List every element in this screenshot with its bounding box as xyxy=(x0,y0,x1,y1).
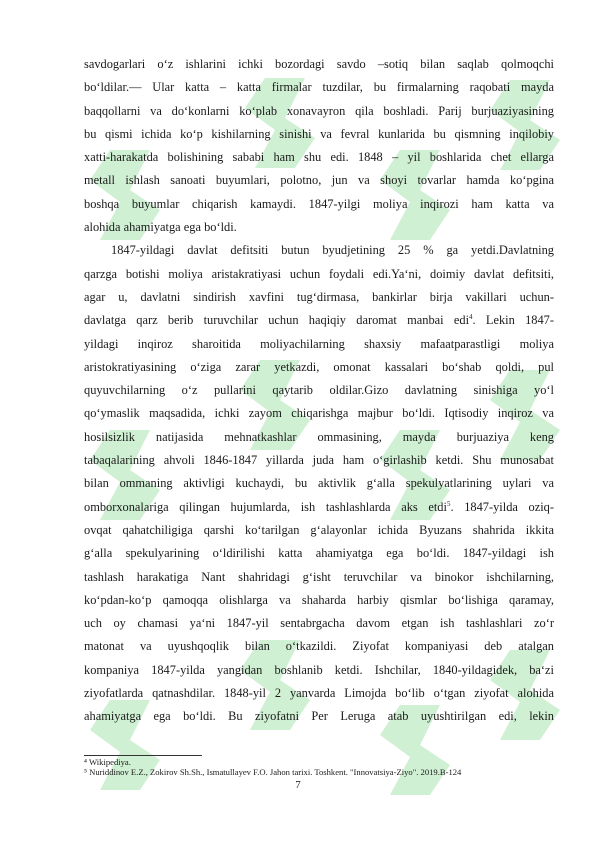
text-line: qarzga botishi moliya aristakratiyasi uchun foydali edi.Ya‘ni, doimiy davlat defitsiti, xyxy=(84,266,554,281)
text-fragment: . Lekin 1847- xyxy=(472,313,555,328)
text-line: 1847-yildagi davlat defitsiti butun byudjetining 25 % ga yetdi.Davlatning xyxy=(111,243,554,258)
footnote-divider xyxy=(84,755,202,756)
text-line: ko‘pdan-ko‘p qamoqqa olishlarga va shaharda harbiy qismlar bo‘lishiga qaramay, xyxy=(84,592,554,607)
text-fragment: davlatga qarz berib turuvchilar uchun haqiqiy daromat manbai edi xyxy=(84,313,470,328)
text-line: xatti-harakatda bolishining sababi ham shu edi. 1848 – yil boshlarida chet ellarga xyxy=(84,150,554,165)
text-line: baqqollarni va do‘konlarni ko‘plab xonavayron qila boshladi. Parij burjuaziyasining xyxy=(84,103,554,118)
text-line: bu qismi ichida ko‘p kishilarning sinishi va fevral kunlarida bu qismning inqilobiy xyxy=(84,126,554,141)
footnotes xyxy=(84,757,554,778)
paragraph-2 xyxy=(84,239,554,728)
footnote-4: ⁴ Wikipediya. xyxy=(84,757,131,767)
text-line: agar u, davlatni sindirish xavfini tug‘dirmasa, bankirlar birja vakillari uchun- xyxy=(84,289,554,304)
text-line: ovqat qahatchiligiga qarshi ko‘tarilgan g‘alayonlar ichida Byuzans shahrida ikkita xyxy=(84,522,554,537)
text-line: g‘alla spekulyarining o‘ldirilishi katta ahamiyatga ega bo‘ldi. 1847-yildagi ish xyxy=(84,546,554,561)
page-number: 7 xyxy=(295,779,301,791)
text-line: matonat va uyushqoqlik bilan o‘tkazildi. Ziyofat kompaniyasi deb atalgan xyxy=(84,639,554,654)
footnote-ref-4[interactable]: 4 xyxy=(469,313,473,322)
text-fragment: . 1847-yilda oziq- xyxy=(450,499,555,514)
text-line: qo‘ymaslik maqsadida, ichki zayom chiqarishga majbur bo‘ldi. Iqtisodiy inqiroz va xyxy=(84,406,554,421)
text-line xyxy=(84,496,554,519)
text-line: savdogarlari o‘z ishlarini ichki bozordagi savdo –sotiq bilan saqlab qolmoqchi xyxy=(84,57,554,71)
text-line: uch oy chamasi ya‘ni 1847-yil sentabrgacha davom etgan ish tashlashlari zo‘r xyxy=(84,616,554,631)
text-line: yildagi inqiroz sharoitida moliyachilarning shaxsiy mafaatparastligi moliya xyxy=(84,336,554,351)
text-line: bilan ommaning aktivligi kuchaydi, bu aktivlik g‘alla spekulyatlarining uylari va xyxy=(84,476,554,491)
footnote-ref-5[interactable]: 5 xyxy=(446,499,451,508)
text-line: alohida ahamiyatga ega bo‘ldi. xyxy=(84,220,237,235)
page-body xyxy=(84,53,554,729)
text-line: ahamiyatga ega bo‘ldi. Bu ziyofatni Per Leruga atab uyushtirilgan edi, lekin xyxy=(84,709,554,724)
text-line: ziyofatlarda qatnashdilar. 1848-yil 2 yanvarda Limojda bo‘lib o‘tgan ziyofat alohida xyxy=(84,686,554,701)
text-line: aristokratiyasining o‘ziga zarar yetkazdi, omonat kassalari bo‘shab qoldi, pul xyxy=(84,359,554,374)
footnote-5: ⁵ Nuriddinov E.Z., Zokirov Sh.Sh., Ismatullayev F.O. Jahon tarixi. Toshkent. "Innovatsiya-Ziyo". 2019.B-124 xyxy=(84,767,462,778)
text-line: metall ishlash sanoati buyumlari, polotno, jun va shoyi tovarlar hamda ko‘pgina xyxy=(84,173,554,188)
paragraph-1 xyxy=(84,53,554,239)
text-line: hosilsizlik natijasida mehnatkashlar ommasining, mayda burjuaziya keng xyxy=(84,429,554,444)
text-line: tashlash harakatiga Nant shahridagi g‘isht teruvchilar va binokor ishchilarning, xyxy=(84,569,554,584)
text-line xyxy=(84,309,554,332)
text-line: kompaniya 1847-yilda yangidan boshlanib ketdi. Ishchilar, 1840-yildagidek, ba‘zi xyxy=(84,662,554,677)
text-line: bo‘ldilar.— Ular katta – katta firmalar tuzdilar, bu firmalarning raqobati mayda xyxy=(84,80,554,95)
text-fragment: omborxonalariga qilingan hujumlarda, ish tashlashlarda aks etdi xyxy=(84,499,447,514)
text-line: boshqa buyumlar chiqarish kamaydi. 1847-yilgi moliya inqirozi ham katta va xyxy=(84,196,554,211)
text-line: tabaqalarining ahvoli 1846-1847 yillarda juda ham o‘girlashib ketdi. Shu munosabat xyxy=(84,453,554,468)
text-line: quyuvchilarning o‘z pullarini qaytarib oldilar.Gizo davlatning sinishiga yo‘l xyxy=(84,383,554,398)
